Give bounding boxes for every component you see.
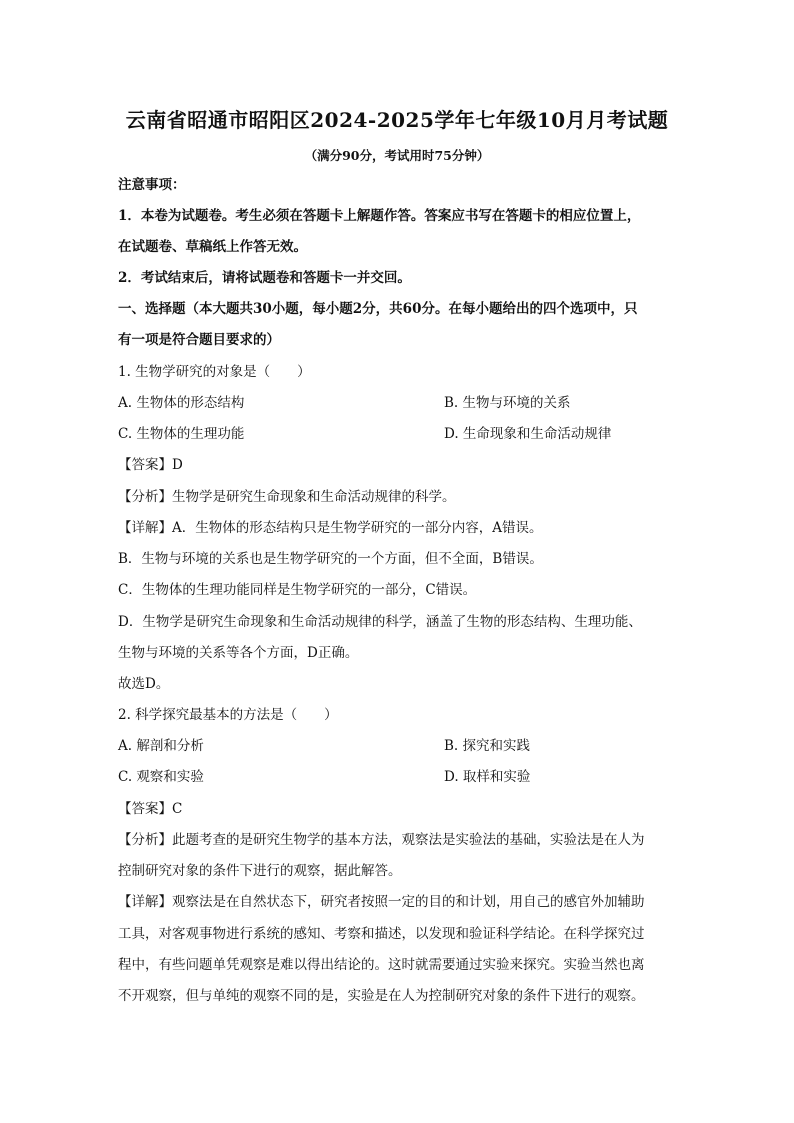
notice-item-1-cont: 在试题卷、草稿纸上作答无效。	[118, 239, 307, 255]
exam-title: 云南省昭通市昭阳区2024-2025学年七年级10月月考试题	[125, 108, 669, 132]
question-1-option-d: D. 生命现象和生命活动规律	[444, 426, 612, 442]
question-2-option-c: C. 观察和实验	[118, 769, 204, 785]
question-1-detail: C．生物体的生理功能同样是生物学研究的一部分，C错误。	[118, 582, 477, 598]
exam-subtitle: （满分90分，考试用时75分钟）	[304, 148, 490, 163]
section-heading-cont: 有一项是符合题目要求的）	[118, 332, 280, 348]
notice-heading: 注意事项：	[118, 177, 186, 193]
question-2-analysis-cont: 控制研究对象的条件下进行的观察，据此解答。	[118, 863, 402, 879]
question-1-detail: 【详解】A．生物体的形态结构只是生物学研究的一部分内容，A错误。	[118, 520, 543, 536]
question-2-detail: 程中，有些问题单凭观察是难以得出结论的。这时就需要通过实验来探究。实验当然也离	[118, 957, 645, 973]
question-1-answer: 【答案】D	[118, 457, 183, 473]
notice-item-2: 2．考试结束后，请将试题卷和答题卡一并交回。	[118, 270, 411, 286]
question-1-option-c: C. 生物体的生理功能	[118, 426, 245, 442]
question-2-option-b: B. 探究和实践	[444, 738, 531, 754]
question-2-detail: 工具，对客观事物进行系统的感知、考察和描述，以发现和验证科学结论。在科学探究过	[118, 926, 645, 942]
section-heading: 一、选择题（本大题共30小题，每小题2分，共60分。在每小题给出的四个选项中，只	[118, 301, 638, 317]
question-1-detail: B．生物与环境的关系也是生物学研究的一个方面，但不全面，B错误。	[118, 551, 543, 567]
question-2-analysis: 【分析】此题考查的是研究生物学的基本方法，观察法是实验法的基础，实验法是在人为	[118, 832, 645, 848]
question-1-stem: 1. 生物学研究的对象是（ ）	[118, 364, 311, 380]
question-2-detail: 【详解】观察法是在自然状态下，研究者按照一定的目的和计划，用自己的感官外加辅助	[118, 894, 645, 910]
question-1-detail: 生物与环境的关系等各个方面，D正确。	[118, 645, 359, 661]
question-1-option-a: A. 生物体的形态结构	[118, 395, 245, 411]
notice-item-1: 1．本卷为试题卷。考生必须在答题卡上解题作答。答案应书写在答题卡的相应位置上，	[118, 208, 641, 224]
question-1-analysis: 【分析】生物学是研究生命现象和生命活动规律的科学。	[118, 489, 456, 505]
question-2-option-a: A. 解剖和分析	[118, 738, 204, 754]
question-2-answer: 【答案】C	[118, 801, 183, 817]
question-1-detail: D．生物学是研究生命现象和生命活动规律的科学，涵盖了生物的形态结构、生理功能、	[118, 614, 642, 630]
question-1-option-b: B. 生物与环境的关系	[444, 395, 571, 411]
question-2-detail: 不开观察，但与单纯的观察不同的是，实验是在人为控制研究对象的条件下进行的观察。	[118, 988, 645, 1004]
question-1-conclusion: 故选D。	[118, 676, 170, 692]
question-2-stem: 2. 科学探究最基本的方法是（ ）	[118, 707, 338, 723]
question-2-option-d: D. 取样和实验	[444, 769, 531, 785]
